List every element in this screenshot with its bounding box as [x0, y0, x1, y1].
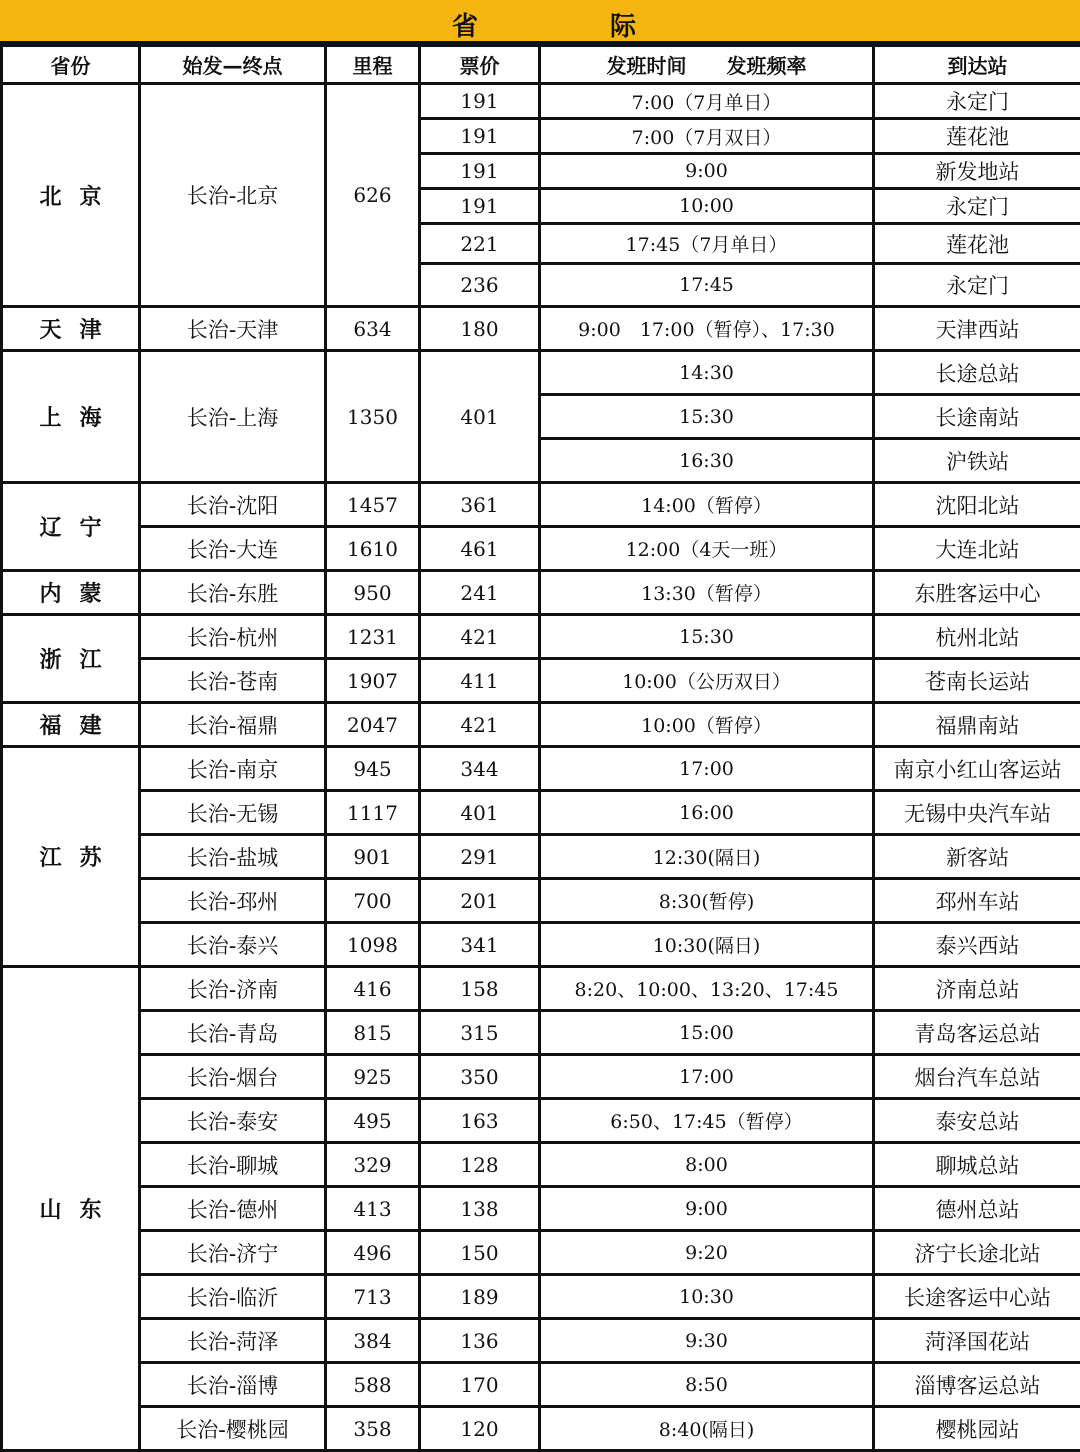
- header-distance: 里程: [326, 46, 420, 84]
- arrival-station-cell: 长途南站: [874, 395, 1080, 439]
- route-cell: 长治-大连: [140, 527, 326, 571]
- route-cell: 长治-杭州: [140, 615, 326, 659]
- distance-cell: 1350: [326, 351, 420, 483]
- price-cell: 361: [420, 483, 540, 527]
- departure-time-cell: 8:50: [540, 1363, 874, 1407]
- distance-cell: 588: [326, 1363, 420, 1407]
- price-cell: 236: [420, 264, 540, 307]
- table-row: [2, 1099, 1080, 1143]
- route-cell: 长治-东胜: [140, 571, 326, 615]
- table-row: [2, 527, 1080, 571]
- distance-cell: 1457: [326, 483, 420, 527]
- table-row: [2, 791, 1080, 835]
- route-cell: 长治-上海: [140, 351, 326, 483]
- arrival-station-cell: 淄博客运总站: [874, 1363, 1080, 1407]
- route-cell: 长治-邳州: [140, 879, 326, 923]
- arrival-station-cell: 新发地站: [874, 154, 1080, 189]
- departure-time-cell: 17:45（7月单日）: [540, 224, 874, 264]
- title-char-left: 省: [452, 6, 478, 43]
- distance-cell: 700: [326, 879, 420, 923]
- arrival-station-cell: 青岛客运总站: [874, 1011, 1080, 1055]
- table-row: [2, 1407, 1080, 1451]
- distance-cell: 495: [326, 1099, 420, 1143]
- table-row: [2, 483, 1080, 527]
- arrival-station-cell: 杭州北站: [874, 615, 1080, 659]
- route-cell: 长治-菏泽: [140, 1319, 326, 1363]
- distance-cell: 1117: [326, 791, 420, 835]
- arrival-station-cell: 沈阳北站: [874, 483, 1080, 527]
- distance-cell: 901: [326, 835, 420, 879]
- distance-cell: 358: [326, 1407, 420, 1451]
- arrival-station-cell: 永定门: [874, 189, 1080, 224]
- price-cell: 461: [420, 527, 540, 571]
- price-cell: 421: [420, 615, 540, 659]
- route-cell: 长治-沈阳: [140, 483, 326, 527]
- table-row: [2, 351, 1080, 395]
- departure-time-cell: 17:00: [540, 1055, 874, 1099]
- price-cell: 341: [420, 923, 540, 967]
- price-cell: 128: [420, 1143, 540, 1187]
- departure-time-cell: 15:30: [540, 395, 874, 439]
- province-cell: 辽宁: [2, 483, 140, 571]
- distance-cell: 496: [326, 1231, 420, 1275]
- arrival-station-cell: 新客站: [874, 835, 1080, 879]
- province-cell: 浙江: [2, 615, 140, 703]
- route-cell: 长治-福鼎: [140, 703, 326, 747]
- departure-time-cell: 10:30: [540, 1275, 874, 1319]
- arrival-station-cell: 济宁长途北站: [874, 1231, 1080, 1275]
- departure-time-cell: 13:30（暂停）: [540, 571, 874, 615]
- departure-time-cell: 8:40(隔日): [540, 1407, 874, 1451]
- price-cell: 191: [420, 189, 540, 224]
- route-cell: 长治-聊城: [140, 1143, 326, 1187]
- price-cell: 191: [420, 154, 540, 189]
- departure-time-cell: 16:00: [540, 791, 874, 835]
- arrival-station-cell: 聊城总站: [874, 1143, 1080, 1187]
- header-row: [2, 46, 1080, 84]
- header-departure-time: 发班时间 发班频率: [540, 46, 874, 84]
- arrival-station-cell: 沪铁站: [874, 439, 1080, 483]
- arrival-station-cell: 苍南长运站: [874, 659, 1080, 703]
- province-cell: 北京: [2, 84, 140, 307]
- route-cell: 长治-樱桃园: [140, 1407, 326, 1451]
- price-cell: 350: [420, 1055, 540, 1099]
- departure-time-cell: 8:00: [540, 1143, 874, 1187]
- price-cell: 221: [420, 224, 540, 264]
- table-row: [2, 747, 1080, 791]
- route-cell: 长治-淄博: [140, 1363, 326, 1407]
- distance-cell: 950: [326, 571, 420, 615]
- table-row: [2, 1363, 1080, 1407]
- province-cell: 山东: [2, 967, 140, 1451]
- table-row: [2, 1011, 1080, 1055]
- arrival-station-cell: 东胜客运中心: [874, 571, 1080, 615]
- arrival-station-cell: 长途客运中心站: [874, 1275, 1080, 1319]
- departure-time-cell: 9:20: [540, 1231, 874, 1275]
- route-cell: 长治-天津: [140, 307, 326, 351]
- arrival-station-cell: 天津西站: [874, 307, 1080, 351]
- table-row: [2, 967, 1080, 1011]
- arrival-station-cell: 无锡中央汽车站: [874, 791, 1080, 835]
- distance-cell: 329: [326, 1143, 420, 1187]
- distance-cell: 1907: [326, 659, 420, 703]
- departure-time-cell: 6:50、17:45（暂停）: [540, 1099, 874, 1143]
- province-cell: 内蒙: [2, 571, 140, 615]
- distance-cell: 815: [326, 1011, 420, 1055]
- table-row: [2, 1055, 1080, 1099]
- distance-cell: 413: [326, 1187, 420, 1231]
- distance-cell: 626: [326, 84, 420, 307]
- departure-time-cell: 10:00（公历双日）: [540, 659, 874, 703]
- table-row: [2, 923, 1080, 967]
- route-cell: 长治-泰兴: [140, 923, 326, 967]
- arrival-station-cell: 永定门: [874, 264, 1080, 307]
- price-cell: 138: [420, 1187, 540, 1231]
- route-cell: 长治-青岛: [140, 1011, 326, 1055]
- price-cell: 201: [420, 879, 540, 923]
- departure-time-cell: 16:30: [540, 439, 874, 483]
- departure-time-cell: 12:30(隔日): [540, 835, 874, 879]
- departure-time-cell: 7:00（7月单日）: [540, 84, 874, 119]
- distance-cell: 925: [326, 1055, 420, 1099]
- price-cell: 401: [420, 351, 540, 483]
- distance-cell: 1098: [326, 923, 420, 967]
- departure-time-cell: 9:00: [540, 154, 874, 189]
- departure-time-cell: 10:00（暂停）: [540, 703, 874, 747]
- route-cell: 长治-无锡: [140, 791, 326, 835]
- departure-time-cell: 8:20、10:00、13:20、17:45: [540, 967, 874, 1011]
- arrival-station-cell: 莲花池: [874, 224, 1080, 264]
- departure-time-cell: 9:00: [540, 1187, 874, 1231]
- province-cell: 江苏: [2, 747, 140, 967]
- price-cell: 411: [420, 659, 540, 703]
- departure-time-cell: 8:30(暂停): [540, 879, 874, 923]
- table-row: [2, 879, 1080, 923]
- price-cell: 163: [420, 1099, 540, 1143]
- distance-cell: 713: [326, 1275, 420, 1319]
- table-row: [2, 1275, 1080, 1319]
- arrival-station-cell: 德州总站: [874, 1187, 1080, 1231]
- departure-time-cell: 9:00 17:00（暂停）、17:30: [540, 307, 874, 351]
- route-cell: 长治-泰安: [140, 1099, 326, 1143]
- price-cell: 191: [420, 119, 540, 154]
- price-cell: 150: [420, 1231, 540, 1275]
- arrival-station-cell: 莲花池: [874, 119, 1080, 154]
- distance-cell: 2047: [326, 703, 420, 747]
- table-row: [2, 571, 1080, 615]
- route-cell: 长治-临沂: [140, 1275, 326, 1319]
- distance-cell: 1610: [326, 527, 420, 571]
- price-cell: 291: [420, 835, 540, 879]
- province-cell: 上海: [2, 351, 140, 483]
- departure-time-cell: 9:30: [540, 1319, 874, 1363]
- arrival-station-cell: 烟台汽车总站: [874, 1055, 1080, 1099]
- price-cell: 241: [420, 571, 540, 615]
- route-cell: 长治-北京: [140, 84, 326, 307]
- departure-time-cell: 14:30: [540, 351, 874, 395]
- table-title-banner: [0, 0, 1080, 44]
- header-route: 始发—终点: [140, 46, 326, 84]
- arrival-station-cell: 济南总站: [874, 967, 1080, 1011]
- header-province: 省份: [2, 46, 140, 84]
- route-cell: 长治-德州: [140, 1187, 326, 1231]
- route-cell: 长治-南京: [140, 747, 326, 791]
- table-row: [2, 615, 1080, 659]
- departure-time-cell: 10:30(隔日): [540, 923, 874, 967]
- title-char-right: 际: [610, 6, 636, 43]
- table-row: [2, 307, 1080, 351]
- departure-time-cell: 7:00（7月双日）: [540, 119, 874, 154]
- distance-cell: 416: [326, 967, 420, 1011]
- arrival-station-cell: 长途总站: [874, 351, 1080, 395]
- departure-time-cell: 10:00: [540, 189, 874, 224]
- arrival-station-cell: 永定门: [874, 84, 1080, 119]
- distance-cell: 1231: [326, 615, 420, 659]
- arrival-station-cell: 泰兴西站: [874, 923, 1080, 967]
- province-cell: 天津: [2, 307, 140, 351]
- arrival-station-cell: 樱桃园站: [874, 1407, 1080, 1451]
- schedule-body: [2, 84, 1080, 1451]
- table-row: [2, 835, 1080, 879]
- departure-time-cell: 14:00（暂停）: [540, 483, 874, 527]
- route-cell: 长治-济南: [140, 967, 326, 1011]
- price-cell: 315: [420, 1011, 540, 1055]
- route-cell: 长治-烟台: [140, 1055, 326, 1099]
- table-row: [2, 84, 1080, 119]
- table-row: [2, 1319, 1080, 1363]
- table-row: [2, 1143, 1080, 1187]
- arrival-station-cell: 南京小红山客运站: [874, 747, 1080, 791]
- price-cell: 180: [420, 307, 540, 351]
- route-cell: 长治-济宁: [140, 1231, 326, 1275]
- price-cell: 401: [420, 791, 540, 835]
- price-cell: 136: [420, 1319, 540, 1363]
- price-cell: 344: [420, 747, 540, 791]
- header-price: 票价: [420, 46, 540, 84]
- price-cell: 120: [420, 1407, 540, 1451]
- price-cell: 158: [420, 967, 540, 1011]
- bus-schedule-table: [0, 44, 1080, 1452]
- distance-cell: 945: [326, 747, 420, 791]
- departure-time-cell: 15:30: [540, 615, 874, 659]
- table-row: [2, 659, 1080, 703]
- price-cell: 191: [420, 84, 540, 119]
- departure-time-cell: 17:00: [540, 747, 874, 791]
- table-row: [2, 703, 1080, 747]
- departure-time-cell: 12:00（4天一班）: [540, 527, 874, 571]
- arrival-station-cell: 泰安总站: [874, 1099, 1080, 1143]
- arrival-station-cell: 菏泽国花站: [874, 1319, 1080, 1363]
- table-row: [2, 1231, 1080, 1275]
- arrival-station-cell: 大连北站: [874, 527, 1080, 571]
- province-cell: 福建: [2, 703, 140, 747]
- route-cell: 长治-苍南: [140, 659, 326, 703]
- route-cell: 长治-盐城: [140, 835, 326, 879]
- departure-time-cell: 15:00: [540, 1011, 874, 1055]
- price-cell: 421: [420, 703, 540, 747]
- distance-cell: 384: [326, 1319, 420, 1363]
- departure-time-cell: 17:45: [540, 264, 874, 307]
- price-cell: 170: [420, 1363, 540, 1407]
- price-cell: 189: [420, 1275, 540, 1319]
- header-arrival-station: 到达站: [874, 46, 1080, 84]
- distance-cell: 634: [326, 307, 420, 351]
- arrival-station-cell: 邳州车站: [874, 879, 1080, 923]
- arrival-station-cell: 福鼎南站: [874, 703, 1080, 747]
- table-row: [2, 1187, 1080, 1231]
